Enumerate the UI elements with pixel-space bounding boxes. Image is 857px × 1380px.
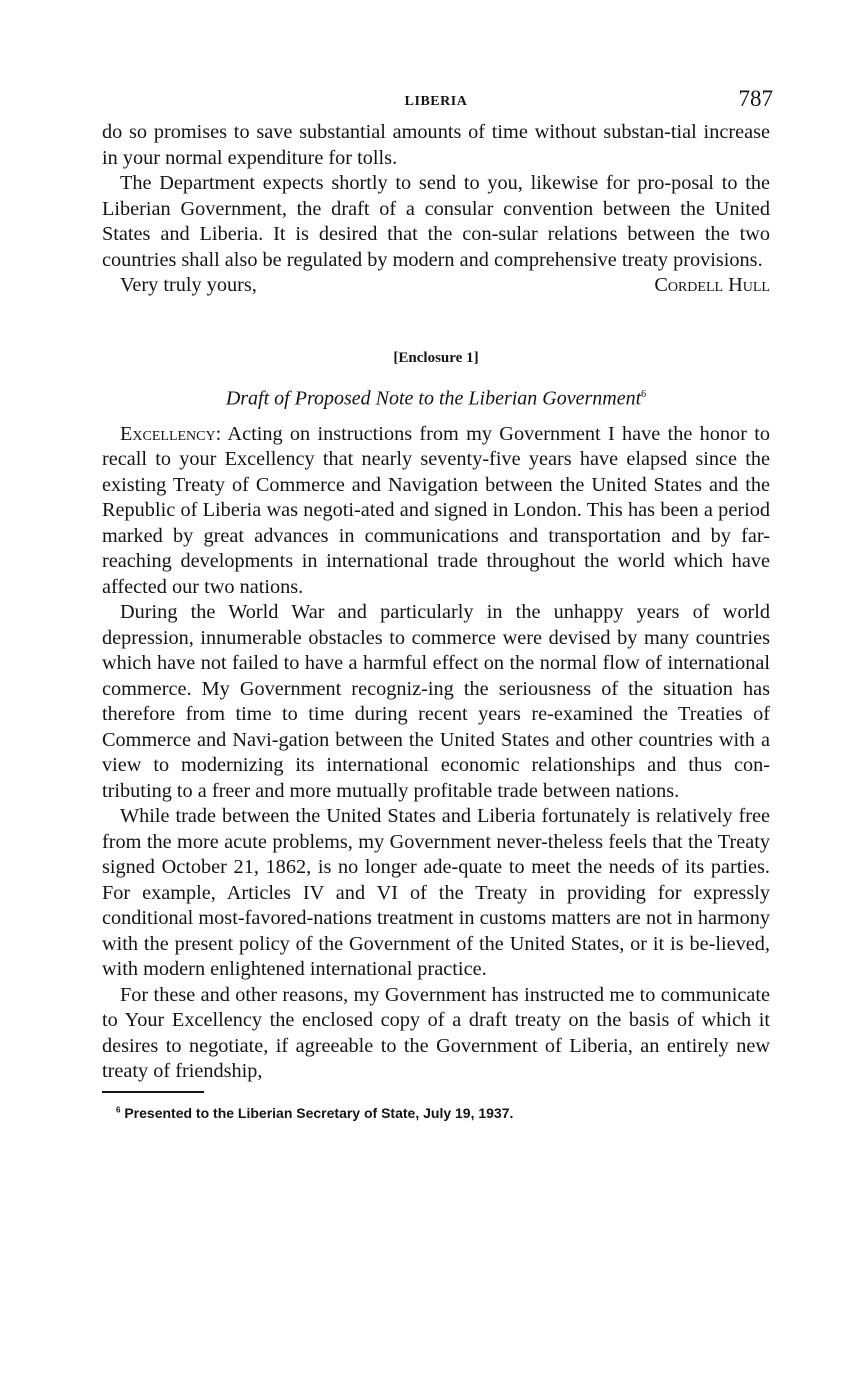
enclosure-paragraph: For these and other reasons, my Government has instructed me to communicate to Your Excellency the enclosed copy of a draft treaty on the basis of which it desires to negotiate, if agreeable to the Government of Liberia, an entirely new treaty of friendship,: [102, 983, 770, 1082]
enclosure-paragraph: While trade between the United States and Liberia fortunately is relatively free from the more acute problems, my Government never-theless feels that the Treaty signed October 21, 1862, is no longer ade-quate to meet the needs of its parties. For example, Articles IV and VI of the Treaty in providing for expressly conditional most-favored-nations treatment in customs matters are not in harmony with the present policy of the Government of the United States, or it is be-lieved, with modern enlightened international practice.: [102, 805, 770, 980]
footnote: [102, 1105, 770, 1121]
letter-paragraph: The Department expects shortly to send to you, likewise for pro-posal to the Liberian Government, the draft of a consular convention between the United States and Liberia. It is desired that the con-sular relations between the two countries shall also be regulated by modern and comprehensive treaty provisions.: [102, 172, 770, 271]
letter-closing: [102, 273, 770, 299]
document-page: [102, 86, 773, 1121]
footnote-text: Presented to the Liberian Secretary of State, July 19, 1937.: [124, 1104, 514, 1121]
signature: Cordell Hull: [654, 274, 770, 296]
enclosure-paragraph: During the World War and particularly in the unhappy years of world depression, innumerable obstacles to commerce were devised by many countries which have not failed to have a harmful effect on the normal flow of international commerce. My Government recogniz-ing the seriousness of the situation has therefore from time to time during recent years re-examined the Treaties of Commerce and Navi-gation between the United States and other countries with a view to modernizing its international economic relationships and thus con-tributing to a freer and more mutually profitable trade between nations.: [102, 601, 770, 802]
footnote-reference: 6: [641, 388, 647, 400]
enclosure-body: [102, 422, 770, 1085]
page-number: 787: [738, 86, 773, 111]
enclosure-label: [Enclosure 1]: [393, 349, 479, 366]
running-title: LIBERIA: [404, 94, 468, 109]
complimentary-close: Very truly yours,: [120, 274, 257, 296]
enclosure-paragraph-text: Acting on instructions from my Government I have the honor to recall to your Excellency that nearly seventy-five years have elapsed since the existing Treaty of Commerce and Navigation between the United States and the Republic of Liberia was negoti-ated and signed in London. This has been a period marked by great advances in communications and transportation and by far-reaching developments in international trade throughout the world which have affected our two nations.: [102, 422, 771, 598]
enclosure-title-text: Draft of Proposed Note to the Liberian Government: [225, 387, 642, 410]
footnote-divider: [102, 1091, 204, 1093]
running-head: [102, 86, 773, 120]
letter-paragraph: do so promises to save substantial amounts of time without substan-tial increase in your normal expenditure for tolls.: [102, 121, 770, 169]
footnote-marker: 6: [116, 1104, 121, 1114]
letter-body: [102, 120, 770, 299]
enclosure-title: [102, 381, 770, 409]
salutation: Excellency:: [120, 422, 222, 445]
enclosure-paragraph: [102, 422, 770, 601]
